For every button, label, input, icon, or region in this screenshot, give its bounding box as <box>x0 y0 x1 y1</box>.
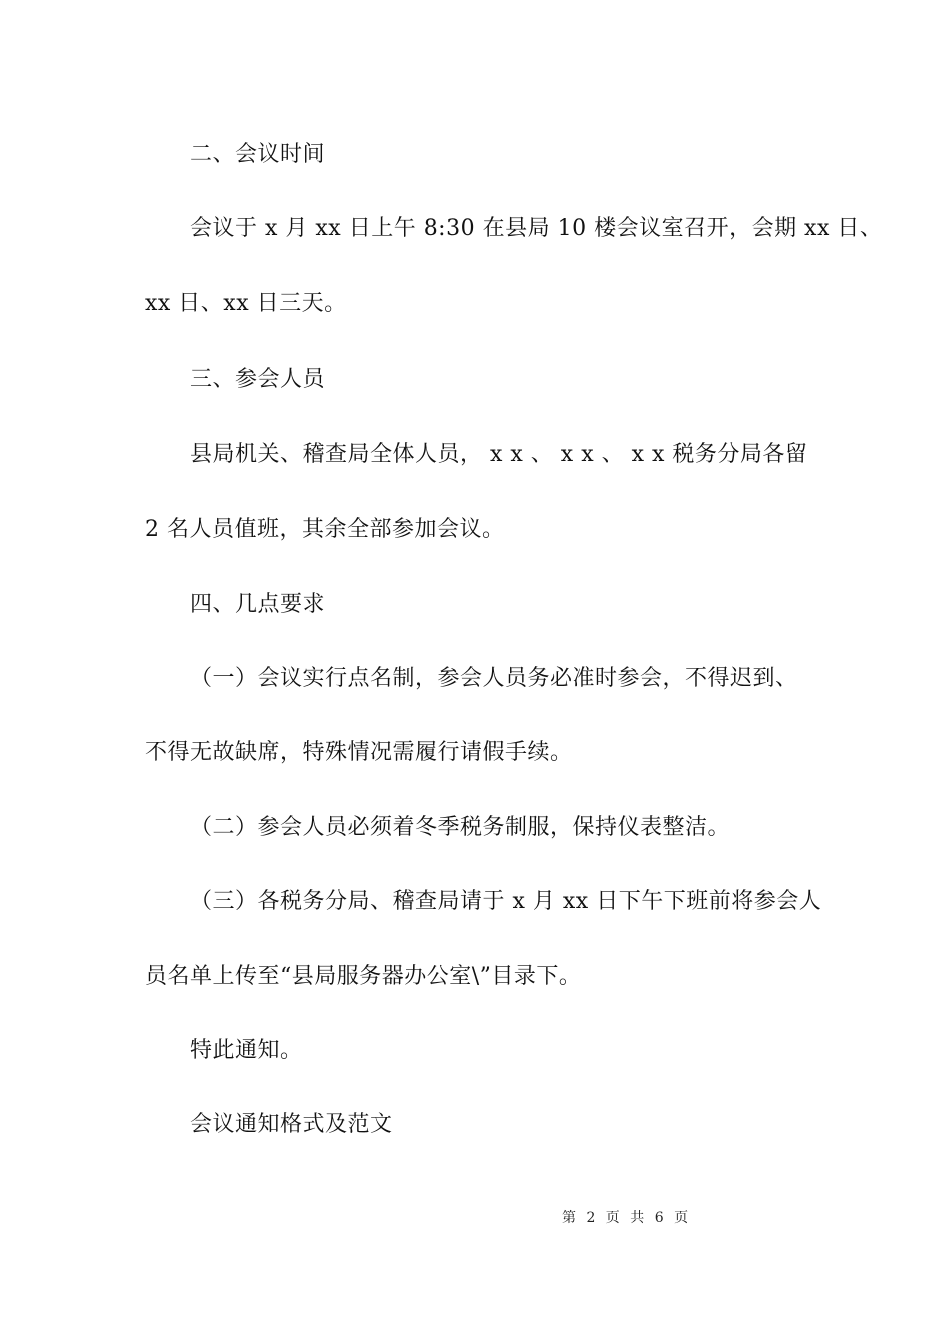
page-indicator: 第 2 页 共 6 页 <box>562 1210 692 1226</box>
paragraph-attendees-line-1: 县局机关、稽查局全体人员， x x 、 x x 、 x x 税务分局各留 <box>190 442 808 467</box>
closing-notice: 特此通知。 <box>190 1038 303 1063</box>
paragraph-meeting-time-line-1: 会议于 x 月 xx 日上午 8:30 在县局 10 楼会议室召开，会期 xx 日、 <box>190 216 883 241</box>
section-heading-requirements: 四、几点要求 <box>190 592 326 617</box>
paragraph-meeting-time-line-2: xx 日、xx 日三天。 <box>145 291 347 316</box>
section-heading-meeting-time: 二、会议时间 <box>190 142 326 167</box>
paragraph-attendees-line-2: 2 名人员值班，其余全部参加会议。 <box>145 517 505 542</box>
section-title-format-sample: 会议通知格式及范文 <box>190 1112 393 1137</box>
requirement-3-line-2: 员名单上传至“县局服务器办公室\”目录下。 <box>145 964 582 989</box>
requirement-2: （二）参会人员必须着冬季税务制服，保持仪表整洁。 <box>190 815 731 840</box>
requirement-1-line-1: （一）会议实行点名制，参会人员务必准时参会，不得迟到、 <box>190 666 798 691</box>
section-heading-attendees: 三、参会人员 <box>190 367 326 392</box>
requirement-3-line-1: （三）各税务分局、稽查局请于 x 月 xx 日下午下班前将参会人 <box>190 889 822 914</box>
requirement-1-line-2: 不得无故缺席，特殊情况需履行请假手续。 <box>145 740 573 765</box>
